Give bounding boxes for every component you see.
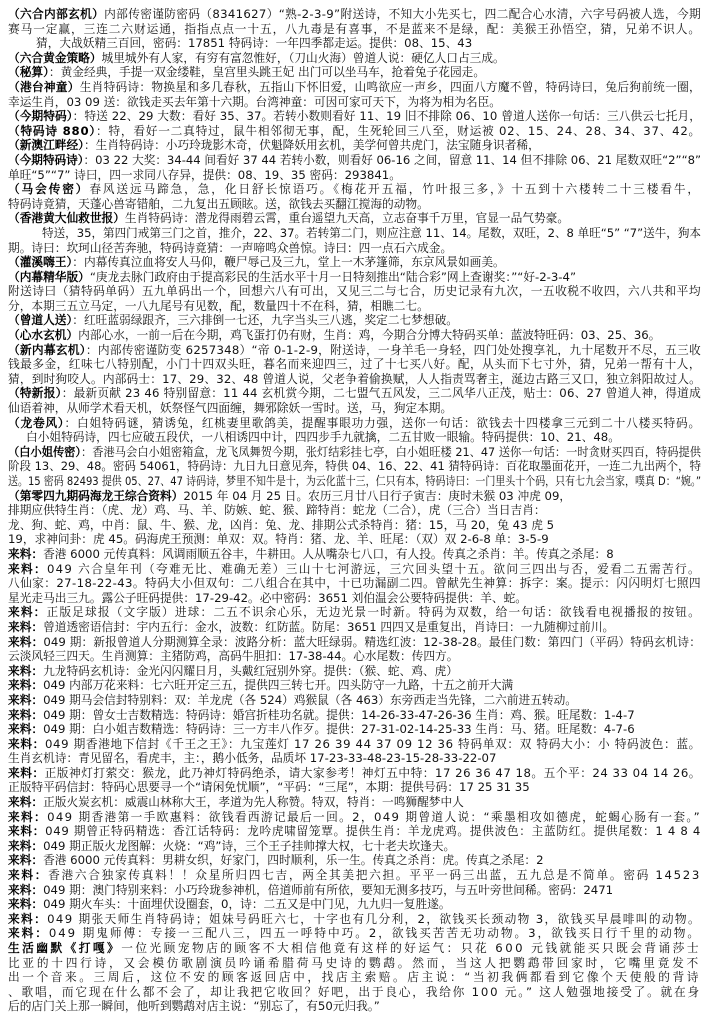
text-line-content <box>8 766 701 781</box>
line-text: 2015 年 04 月 25 日。农历三月廿八日行子寅吉：庚时未猴 03 冲虎 09， <box>183 488 572 503</box>
section-label: （内幕精华版） <box>8 269 90 284</box>
text-line-content <box>8 445 701 460</box>
section-label: （灌溪嗨王） <box>8 255 73 270</box>
line-text: 春风送远马蹄急，急，化日舒长惊语巧。《梅花开五福，竹叶报三多，》十五到十六楼转二十三楼看牛， <box>89 182 701 197</box>
text-line <box>8 853 701 868</box>
text-line-content <box>8 270 576 285</box>
text-line <box>8 708 701 723</box>
section-label: （马会传密） <box>8 182 90 197</box>
text-line-content <box>8 839 455 854</box>
line-text: 19，求神问卦：虎 45。码海虎王预测：单双：双。特肖：猪、龙、羊、旺尾：（双）双 2-6-8 单：3-5-9 <box>8 532 549 547</box>
text-line <box>8 649 701 664</box>
section-label: 来料： <box>8 897 44 912</box>
line-text: 赛马一定赢，三连二六财运通，指指点点一十五，八九毒是有喜事，不是蓝来不是绿，配：美猴王孙悟空，猜，兄弟不识人。 <box>8 21 701 36</box>
text-line-content <box>8 95 501 110</box>
text-line-content <box>8 532 549 547</box>
section-label: 来料： <box>8 663 44 678</box>
line-text: 生肖特码诗：潜龙得雨碧云霄，重台遥望九天高，立志奋事千万里，官显一品气势豪。 <box>124 211 570 226</box>
text-line <box>8 897 701 912</box>
text-line-content <box>8 970 701 985</box>
line-text: 特码诗竟猜，天蓬心兽寄错舶，二九复出五顾眩。送，欲钱去买翻江搅海的动物。 <box>8 196 429 211</box>
text-line-content <box>8 343 701 358</box>
text-line-content <box>8 810 701 825</box>
text-line-content <box>8 722 635 737</box>
line-text: 城里城外有人家，有穷有富忽惟好，（刀山火海）曾道人说：硬亿人口占三成。 <box>101 50 505 65</box>
text-line-content <box>8 284 701 299</box>
text-line <box>8 211 701 226</box>
text-line <box>8 620 701 635</box>
line-text: ：黄金经典，手提一双金缕鞋，皇宫里头跳王妃 出门可以坐马车，抢着兔子花园走。 <box>48 65 486 80</box>
line-text: 049 期：新报曾道人分期测算全录：波路分析：蓝大旺绿弱。精选红波：12-38-28。最佳门数：第四门（平码）特码玄机诗： <box>43 634 701 649</box>
text-line <box>8 313 701 328</box>
text-line <box>8 430 701 445</box>
section-label: 来料： <box>8 605 47 620</box>
text-line-content <box>8 138 540 153</box>
section-label: （龙卷风） <box>8 415 65 430</box>
section-label: 来料： <box>8 868 49 883</box>
text-line-content <box>8 693 577 708</box>
section-label: （曾道人送） <box>8 313 73 328</box>
text-line-content <box>8 211 569 226</box>
text-line-content <box>8 518 554 533</box>
text-line <box>8 401 701 416</box>
section-label: 来料： <box>8 809 48 824</box>
section-label: （特码诗 880） <box>8 123 96 138</box>
line-text: 分，本期三五立马定，一八九尾号有见数，配，数量四十不在科，猜，相瞧二七。 <box>8 298 429 313</box>
line-text: 八仙家：27-18-22-43。特码大小但双句：二八组合在其中，十已功漏副二四。曾献先生神算：拆字：案。提示：闪闪明灯七照四 <box>8 576 701 591</box>
line-text: 出一个音来。三周后，这位不安的顾客返回店中，找店主索赔。店主说：“当初我俩都看到它像个天使般的背诗 <box>8 970 701 985</box>
line-text: 后的店门关上那一瞬间，他听到鹦鹉对店主说：“别忘了，有50元归我。” <box>8 999 380 1014</box>
line-text: ：白姐特码谜，猜诱兔，红桃妻里歌鸽美，提醒事眼功力强，送你一句话：欲钱去十四楼拿三元到二十八楼买特码。 <box>64 415 701 430</box>
line-text: 香港六合独家传真料！！众星所归四七吉，两全其美把六担。平平一码三出蓝，五九总是不简单。密码 14523 <box>48 868 701 883</box>
text-line-content <box>8 780 530 795</box>
text-line-content <box>8 795 464 810</box>
line-text: 049 期香港第一手欧惠料：欲钱看西游记最后一回。2，049 期曾道人说：“乘墨相攻如德虎，蛇蝎心肠有一套。” <box>47 809 701 824</box>
text-line <box>8 547 701 562</box>
text-line <box>8 474 701 489</box>
text-line-content <box>8 7 701 22</box>
text-line-content <box>8 416 701 431</box>
text-line-content <box>8 51 505 66</box>
section-label: 来料： <box>8 853 44 868</box>
line-text: 九龙特码玄机诗：金光闪闪耀日月，头戴红冠别外穿。提供：（猴、蛇、鸡、虎） <box>43 663 458 678</box>
text-line <box>8 168 701 183</box>
text-line-content <box>8 80 701 95</box>
line-text: 龙、狗、蛇、鸡，中肖：鼠、牛、猴、龙，凶肖：兔、龙、排期公式杀特肖：猪：15，马 20，兔 43 虎 5 <box>8 517 555 532</box>
text-line <box>8 722 701 737</box>
text-line <box>8 562 701 577</box>
line-text: 049 期曾正特码精选：香江话特码：龙吟虎啸留笼覃。提供生肖：羊龙虎鸡。提供波色：主蓝防红。提供尾数：1 4 8 4 <box>45 824 701 839</box>
section-label: 来料： <box>8 619 44 634</box>
text-line-content <box>8 22 701 37</box>
text-line-content <box>8 386 701 401</box>
text-line <box>8 357 701 372</box>
text-line <box>8 299 701 314</box>
text-line <box>8 343 701 358</box>
section-label: 来料： <box>8 546 44 561</box>
text-line <box>8 416 701 431</box>
line-text: 内部心水，一前一后在今期，鸡飞蛋打仍有财，生肖：鸡，今期合分博大特码买单：蓝波特旺码：03、25、36。 <box>78 328 661 343</box>
text-line-content <box>8 241 452 256</box>
line-text: 一位光顾宠物店的顾客不大相信他竟有这样的好运气：只花 600 元钱就能买只既会背诵莎士 <box>121 941 701 955</box>
text-line <box>8 664 701 679</box>
text-line-content <box>8 357 701 372</box>
line-text: 星光走马出三九。露公子旺码提供：17-29-42。必中密码：3651 刘伯温会公要特码提供：羊、蛇。 <box>8 590 527 605</box>
line-text: 049 期：澳门特别来料：小巧玲珑参神机，倍道师前有所依，要知无测多技巧，与五叶旁世间稀。密码：2471 <box>43 882 614 897</box>
text-line-content <box>8 853 544 868</box>
line-text: “庚龙去脉门政府由于提高彩民的生活水平十月一日特刻推出“陆合彩”网上查谢奖：”“好-2-3-4” <box>89 269 577 284</box>
line-text: 049 期正版火龙图解：火烧：“鸡”诗，三个王子挂帅撑大权，七十老夫坎逢夫。 <box>43 838 456 853</box>
line-text: 049 内部万花来料：七六旺开定三五，提供四三转七开。四头防守一九路，十五之前开大满 <box>43 678 514 693</box>
text-line-content <box>8 124 701 139</box>
text-line <box>8 197 701 212</box>
text-line-content <box>8 912 701 927</box>
text-line <box>8 459 701 474</box>
text-line-content <box>8 401 452 416</box>
text-line-content <box>8 737 701 752</box>
text-line-content <box>8 153 701 168</box>
text-line-content <box>8 985 701 1000</box>
line-text: ：香港马会白小姐密箱盒，龙飞凤舞贺今期，张灯结彩挂七亭，白小姐旺楼 21、47 送你一句话：一时贪财买四百，特码提供 <box>81 444 701 459</box>
section-label: 来料： <box>8 692 44 707</box>
section-label: 来料： <box>8 926 49 941</box>
line-text: ：最新页献 23 46 特别留意：11 44 玄机赏今期，二七盟气五风发，三二风华八正茂，贴士：06、27 曾道人神，得道成 <box>61 386 701 401</box>
line-text: 钱最多金，红味七八特别配，小门十四双头旺，暮名而来迎四三，过了十七买八好。配，从头而下七寸外，猜，兄弟一帮有十人， <box>8 357 701 372</box>
text-line <box>8 766 701 781</box>
text-line <box>8 941 701 956</box>
section-label: （秘算） <box>8 65 49 80</box>
text-line <box>8 51 701 66</box>
line-text: 049 六合皇年刊（夸难无比、难确无差）三山十七河游远，三穴回头望十五。欲问三四出与否，爱看二五需苦行。 <box>46 561 701 576</box>
line-text: 猜，大战妖精三百回，密码：17851 特码诗：一年四季都走运。提供：08、15、43 <box>36 36 473 51</box>
line-text: 期。诗曰：坎珂山径苦奔驰，特码诗竟猜：一声啼鸣众兽惊。诗曰：四一点石六成金。 <box>8 240 453 255</box>
text-line <box>8 693 701 708</box>
text-line <box>8 109 701 124</box>
line-text: 香港 6000 元传真料：风调雨顺五谷丰，牛耕田。人从嘴杂七八口，有人投。传真之杀肖：羊。传真之杀尾：8 <box>43 546 614 561</box>
section-label: （心水玄机） <box>8 328 79 343</box>
text-line-content <box>8 883 613 898</box>
text-line <box>8 80 701 95</box>
text-line-content <box>8 328 660 343</box>
section-label: （六合黄金策略） <box>8 50 102 65</box>
section-label: 来料： <box>8 634 44 649</box>
text-line-content <box>8 182 701 197</box>
line-text: 049 期：曾女士吉数精选：特码诗：婚宫折桂功名就。提供：14-26-33-47-26-36 生肖：鸡、猴。旺尾数：1-4-7 <box>43 707 635 722</box>
section-label: 生活幽默《打嘎》 <box>8 941 122 955</box>
line-text: 生肖玄机诗：青见留名，看虎丰，主：，鹅小低务，品质坏 17-23-33-48-23-15-28-33-22-07 <box>8 751 497 766</box>
text-line-content <box>8 459 701 474</box>
line-text: 049 期：白小姐吉数精选：特码诗：三一方丰八作歹。提供：27-31-02-14-25-33 生肖：马、猪。旺尾数：4-7-6 <box>43 722 635 737</box>
text-line-content <box>8 999 380 1014</box>
section-label: （新澳江畔经） <box>8 138 84 153</box>
line-text: 排期应供特生肖：（虎、龙）鸡、马、羊、防嫉、蛇、猴、蹄特肖：蛇龙（二合），虎（三合）当日吉肖： <box>8 503 546 518</box>
text-line-content <box>8 897 451 912</box>
text-line <box>8 489 701 504</box>
text-line-content <box>8 474 701 489</box>
line-text: 正版特平码信封：特码心思要寻一个“请闲免忧顺”，“平码：“三尾”，本期：提供号码：17 25 31 35 <box>8 780 530 795</box>
line-text: 049 期张天师生肖特码诗；姐妹号码旺六七，十字也有几分利，2，欲钱买长颈动物 3，欲钱买早晨啡叫的动物。 <box>47 911 701 926</box>
line-text: ：红旺蓝弱绿跟齐，三六排倒一七还，九字当头三八逃，奖定二七梦想破。 <box>72 313 458 328</box>
line-text: 049 期马会信封特别料：双：羊龙虎（各 524）鸡猴鼠（各 463）东旁西走当先锋，二六前进五转动。 <box>43 692 577 707</box>
text-line-content <box>8 956 701 971</box>
text-line <box>8 737 701 752</box>
text-line <box>8 591 701 606</box>
section-label: 来料： <box>8 707 44 722</box>
line-text: 049 期鬼师傅：专接一三配八三，四五一呼特中巧。2，欲钱买苦苦无功动物。3，欲钱买日行千里的动物。 <box>48 926 701 941</box>
text-line <box>8 138 701 153</box>
section-label: 来料： <box>8 736 45 751</box>
line-text: 正版火炭玄机：威震山林称大王，孝道为先人称赞。特双，特肖：一鸣狮醒梦中人 <box>43 795 464 810</box>
text-line-content <box>8 503 546 518</box>
text-line <box>8 153 701 168</box>
text-line <box>8 970 701 985</box>
text-line <box>8 532 701 547</box>
section-label: 来料： <box>8 561 47 576</box>
line-text: 云淡风轻三四天。生肖测算：主猪防鸡，高码牛胆扣：17-38-44。心水尾数：传四方。 <box>8 649 459 664</box>
text-line <box>8 182 701 197</box>
line-text: 049 期香港地下信封《千王之王》：九宝莲灯 17 26 39 44 37 09 12 36 特码单双：双 特码大小：小 特码波色：蓝。 <box>44 736 701 751</box>
text-line <box>8 883 701 898</box>
line-text: 阶段 13、29、48。密码 54061，特码诗：九日九日意见奔，特供 04、16、22、41 猜特码诗：百花取墨面花开，一连二九出两个，特 <box>8 459 701 474</box>
section-label: （六合内部玄机） <box>8 7 105 21</box>
text-line-content <box>8 255 505 270</box>
text-line-content <box>8 313 458 328</box>
text-line <box>8 270 701 285</box>
text-line-content <box>42 226 701 241</box>
line-text: 生肖特码诗：物换星和多几春秋，五指山下怀旧爱，山鸣欲应一声乡，四面八方魔不曾，特码诗曰，兔后狗前统一圈， <box>79 79 701 94</box>
line-text: ：内部传密谨防变 6257348）“帝 0-1-2-9，附送诗，一身羊毛一身轻，四门处处搜享礼，九十尾数开不尽，五三收 <box>85 342 701 357</box>
line-text: ：03 22 大奖：34-44 间看好 37 44 若转小数，则看好 06-16 之间，留意 11、14 但不排除 06、21 尾数双旺“2”“8” <box>83 152 701 167</box>
section-label: 来料： <box>8 722 44 737</box>
text-line-content <box>8 649 458 664</box>
line-text: ：内幕传真泣血将安人马仰，鞭尸辱己及三九，堂上一木茅篷筛，东京风景如画美。 <box>72 255 505 270</box>
line-text: 白小姐特码诗，四七应破五段伏，一八相诱四中计，四四步手九就擒，二五甘败一眼输。特码提供：10、21、48。 <box>26 430 620 445</box>
section-label: 来料： <box>8 882 44 897</box>
text-line <box>8 445 701 460</box>
text-line-content <box>26 430 620 445</box>
line-text: 特送，35，第四门戒第三门之首，推介，22、37。若转第二门，则应注意 11、14。尾数，双旺，2、8 单旺“5” “7”送牛，狗本 <box>42 225 701 240</box>
text-line-content <box>8 678 513 693</box>
text-line-content <box>8 547 614 562</box>
section-label: （香港黄大仙救世报） <box>8 211 125 226</box>
section-label: （白小姐传密） <box>8 444 82 459</box>
text-line-content <box>8 168 401 183</box>
section-label: 来料： <box>8 678 44 693</box>
text-line <box>8 65 701 80</box>
text-line <box>8 7 701 22</box>
text-line-content <box>8 197 429 212</box>
line-text: 仙语着神，从师学术看天机，妖祭怪气四面缠，舞邪除妖一雪时。送，马，狗定本期。 <box>8 401 453 416</box>
text-line <box>8 386 701 401</box>
text-line <box>8 372 701 387</box>
section-label: （新内幕玄机） <box>8 342 86 357</box>
text-line <box>8 36 701 51</box>
text-line <box>8 255 701 270</box>
text-line <box>8 985 701 1000</box>
text-line-content <box>8 941 701 956</box>
text-line-content <box>8 65 485 80</box>
line-text: 香港 6000 元传真料：男耕女织，好家门，四时顺利，乐一生。传真之杀肖：虎。传真之杀尾：2 <box>43 853 544 868</box>
line-text: 送。15 密码 82493 提供 05、27、47 诗码诗，梦里不知牛是十，为云化蓝十三，仁只有本，特码诗曰：一门里头十个码，只有七九会当家，噗真 D：“婉。” <box>8 474 701 488</box>
line-text: 内部传密谨防密码（8341627）“熟-2-3-9”附送诗，不知大小先买七，四二配合心水清，六字号码被人选，今期 <box>104 7 701 21</box>
text-line <box>8 795 701 810</box>
line-text: 比亚的十四行诗，又会模仿歌剧演员吟诵希腊荷马史诗的鹦鹉。然而，当这人把鹦鹉带回家时，它嘴里竟发不 <box>8 955 701 970</box>
text-line <box>8 810 701 825</box>
text-line-content <box>8 605 701 620</box>
text-line-content <box>36 36 472 51</box>
text-line-content <box>8 868 701 883</box>
text-line <box>8 22 701 37</box>
text-line-content <box>8 751 496 766</box>
section-label: 来料： <box>8 838 44 853</box>
line-text: 幸运生肖，03 09 送：欲钱走买去年第十六期。台湾神童：可因可家可天下，为将为相为名臣。 <box>8 94 501 109</box>
line-text: ：特，看好一二真特过，鼠牛相邻彻无事，配，生死轮回三八至，财运被 02、15、24、28、34、37、42。 <box>95 123 701 138</box>
text-line <box>8 518 701 533</box>
section-label: （第零四九期码海龙王综合资料） <box>8 488 184 503</box>
text-line-content <box>8 576 701 591</box>
text-line <box>8 824 701 839</box>
text-line-content <box>8 299 429 314</box>
section-label: （特新报） <box>8 386 62 401</box>
text-line <box>8 95 701 110</box>
section-label: 来料： <box>8 765 45 780</box>
text-line-content <box>8 926 701 941</box>
text-line <box>8 226 701 241</box>
text-line <box>8 956 701 971</box>
text-line <box>8 751 701 766</box>
text-line <box>8 503 701 518</box>
text-line-content <box>8 489 571 504</box>
line-text: ：生肖特码诗：小巧玲珑影木奇，伏魁降妖用玄机，美学何曾共虎门，法宝随身识者稀， <box>83 138 540 153</box>
section-label: （今期特码诗） <box>8 152 84 167</box>
text-line-content <box>8 372 701 387</box>
text-line <box>8 926 701 941</box>
text-line-content <box>8 664 458 679</box>
text-line <box>8 868 701 883</box>
line-text: 正版足球报（文字版）进球：二五不识余心乐，无边光景一时新。特码为双数，给一句话：欲钱看电视播报的按钮。 <box>46 605 701 620</box>
text-line <box>8 839 701 854</box>
line-text: 、歌唱，而它现在什么都不会了，却让我把它收回？好吧，出于良心，我给你 100 元。” 这人勉强地接受了。就在身 <box>8 984 701 999</box>
line-text: 049 期火车头：十面埋伏设圈套，0，诗：二五又是中门见，九九归一复胜遂。 <box>43 897 451 912</box>
text-line <box>8 912 701 927</box>
text-line-content <box>8 635 701 650</box>
text-line <box>8 780 701 795</box>
section-label: 来料： <box>8 795 44 810</box>
text-line <box>8 605 701 620</box>
text-line <box>8 328 701 343</box>
section-label: （今期特码） <box>8 109 73 124</box>
line-text: 单旺“5”“7” 诗曰，四一求同八存异，提供：08、19、35 密码：293841。 <box>8 167 401 182</box>
line-text: 正版神灯打萦交：猴龙，此乃神灯特码绝杀，请大家参考！神灯五中特：17 26 36 47 18。五个平：24 33 04 14 26。 <box>44 765 701 780</box>
text-line <box>8 124 701 139</box>
text-line-content <box>8 591 527 606</box>
line-text: ：特送 22、29 大数：看好 35、37。若转小数则看好 11、19 旧不排除 06、10 曾道人送你一句话：三八供云七托月， <box>72 109 701 124</box>
text-line-content <box>8 562 701 577</box>
text-line-content <box>8 824 701 839</box>
text-line-content <box>8 109 701 124</box>
text-line-content <box>8 620 614 635</box>
text-line <box>8 241 701 256</box>
text-line <box>8 678 701 693</box>
text-line <box>8 284 701 299</box>
line-text: 曾道透密语信封：宇内五行：金水，波数：红防蓝。防尾：3651 四四又是重复出，肖诗曰：一九随柳过前川。 <box>43 619 615 634</box>
line-text: 附送诗曰（猜特码单码）五九单码出一个，回想六八有可出，又见三二与七合，历史记录有九次，一五收税不收四，六八共和平均 <box>8 284 701 299</box>
text-line <box>8 576 701 591</box>
section-label: 来料： <box>8 824 46 839</box>
line-text: 猜，到时狗咬人。内部码士：17、29、32、48 曾道人说，父老争着偷换赋，人人指责骂奢主，涎边古路三又口，独立斜阳故过人。 <box>8 371 701 386</box>
text-line <box>8 635 701 650</box>
section-label: （港台神童） <box>8 79 80 94</box>
text-line <box>8 999 701 1014</box>
text-line-content <box>8 708 635 723</box>
section-label: 来料： <box>8 911 48 926</box>
